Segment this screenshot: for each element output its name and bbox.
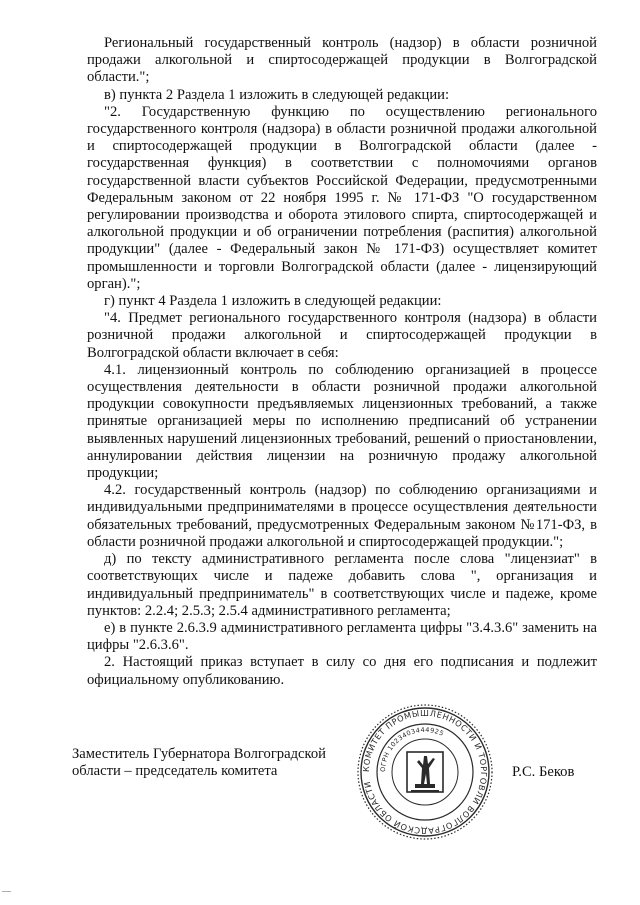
- footer-mark: —: [2, 886, 11, 896]
- signature-block: [0, 700, 640, 860]
- paragraph-item-d: д) по тексту административного регламента после слова "лицензиат" в соответствующих числе и падеже добавить слова ", организация и индивидуальный предприниматель" в соответствующих числе и падеже, кроме пунктов: 2.2.4; 2.5.3; 2.5.4 административного регламента;: [87, 551, 597, 619]
- paragraph-item-2: "2. Государственную функцию по осуществлению регионального государственного контроля (надзора) в области розничной продажи алкогольной и спиртосодержащей продукции в Волгоградской области (далее - государственная функция) в соответствии с полномочиями органов государственной власти субъектов Российской Федерации, предусмотренными Федеральным законом от 22 ноября 1995 г. № 171-ФЗ "О государственном регулировании производства и оборота этилового спирта, спиртосодержащей и алкогольной продукции и об ограничении потребления (распития) алкогольной продукции" (далее - Федеральный закон № 171-ФЗ) осуществляет комитет промышленности и торговли Волгоградской области (далее - лицензирующий орган).";: [87, 103, 597, 292]
- signatory-title-line2: области – председатель комитета: [72, 763, 278, 779]
- official-seal: [355, 702, 495, 842]
- paragraph-item-g: г) пункт 4 Раздела 1 изложить в следующей редакции:: [104, 293, 442, 310]
- paragraph-item-4-2: 4.2. государственный контроль (надзор) по соблюдению организациями и индивидуальными предпринимателями в процессе осуществления деятельности обязательных требований, предусмотренных Федеральным законом №171-ФЗ, в области розничной продажи алкогольной и спиртосодержащей продукции.";: [87, 482, 597, 550]
- paragraph-title-tail: Региональный государственный контроль (надзор) в области розничной продажи алкогольной и спиртосодержащей продукции в Волгоградской области.";: [87, 35, 597, 86]
- signatory-title: [72, 746, 362, 780]
- seal-outer-text: КОМИТЕТ ПРОМЫШЛЕННОСТИ И ТОРГОВЛИ ВОЛГОГРАДСКОЙ ОБЛАСТИ: [360, 707, 490, 837]
- paragraph-item-e: е) в пункте 2.6.3.9 административного регламента цифры "3.4.3.6" заменить на цифры "2.6.3.6".: [87, 619, 597, 654]
- signatory-name: Р.С. Беков: [512, 764, 575, 780]
- seal-inner-text: ОГРН 1023403444925: [378, 725, 446, 773]
- paragraph-item-4: "4. Предмет регионального государственного контроля (надзора) в области розничной продажи алкогольной и спиртосодержащей продукции в Волгоградской области включает в себя:: [87, 310, 597, 361]
- document-body: [87, 35, 597, 689]
- paragraph-item-v: в) пункта 2 Раздела 1 изложить в следующей редакции:: [104, 86, 449, 103]
- seal-emblem-icon: [407, 752, 443, 792]
- paragraph-effective-date: 2. Настоящий приказ вступает в силу со дня его подписания и подлежит официальному опубликованию.: [87, 654, 597, 688]
- svg-text:ОГРН 1023403444925: [379, 726, 445, 772]
- signatory-title-line1: Заместитель Губернатора Волгоградской: [72, 746, 326, 762]
- paragraph-item-4-1: 4.1. лицензионный контроль по соблюдению организацией в процессе осуществления деятельности в области розничной продажи алкогольной продукции совокупности предъявляемых лицензионных требований, а также принятые организацией меры по исполнению предписаний об устранении выявленных нарушений лицензионных требований, решений о приостановлении, аннулировании действия лицензии на розничную продажу алкогольной продукции;: [87, 361, 597, 482]
